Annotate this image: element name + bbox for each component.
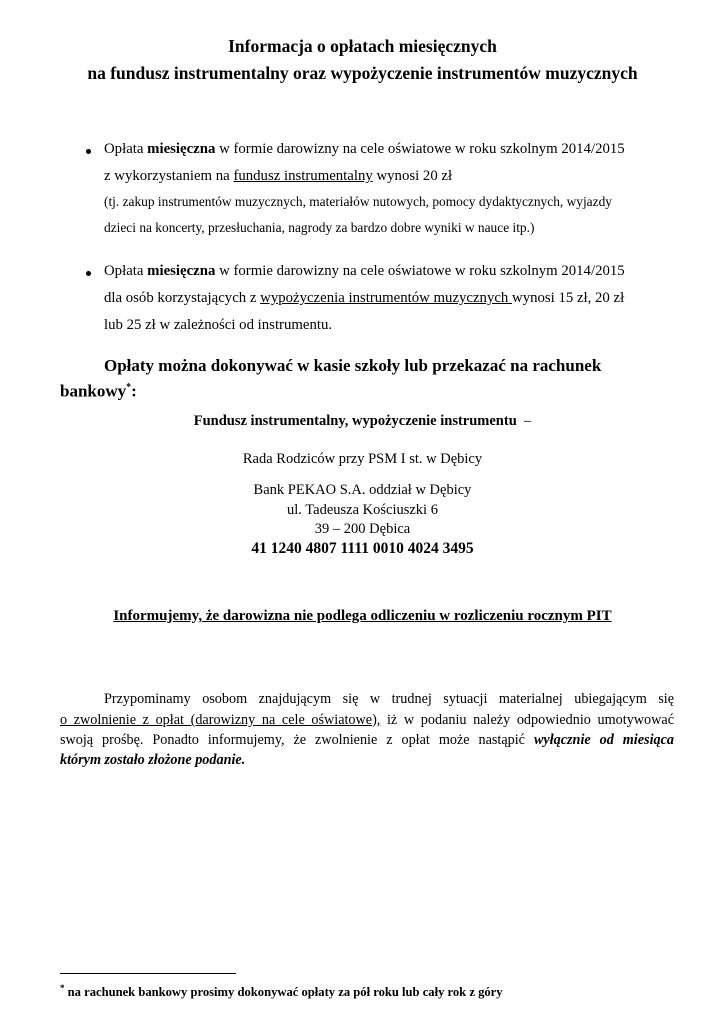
bullet-1-underlined: fundusz instrumentalny: [233, 168, 373, 184]
bullet-1-rest: w formie darowizny na cele oświatowe w roku szkolnym 2014/2015: [215, 141, 625, 157]
footnote-text: na rachunek bankowy prosimy dokonywać opłaty za pół roku lub cały rok z góry: [64, 985, 503, 1000]
pit-notice: Informujemy, że darowizna nie podlega odliczeniu w rozliczeniu rocznym PIT: [113, 608, 612, 624]
reminder-underlined: o zwolnienie z opłat (darowizny na cele oświatowe),: [60, 712, 381, 728]
page-title-line2: na fundusz instrumentalny oraz wypożyczenie instrumentów muzycznych: [87, 63, 638, 83]
payment-heading-star: *: [126, 382, 132, 393]
bullet-1-line2: [104, 166, 452, 186]
payment-heading-line2: [60, 377, 137, 403]
bullet-1-marker: [86, 149, 91, 154]
reminder-line1: Przypominamy osobom znajdującym się w trudnej sytuacji materialnej ubiegającym się: [104, 691, 674, 707]
payment-heading-bankowy: bankowy: [60, 381, 127, 401]
payment-heading-line1: Opłaty można dokonywać w kasie szkoły lub przekazać na rachunek: [104, 356, 602, 375]
payment-street: ul. Tadeusza Kościuszki 6: [287, 502, 438, 518]
bullet-1-note2: dzieci na koncerty, przesłuchania, nagrody za bardzo dobre wyniki w nauce itp.): [104, 220, 535, 235]
reminder-line4: [60, 750, 245, 770]
bullet-1-line1: [104, 139, 625, 159]
bullet-2-line2-prefix: dla osób korzystających z: [104, 290, 261, 306]
payment-heading-colon: :: [131, 381, 137, 401]
bullet-2-marker: [86, 271, 91, 276]
footnote: [60, 983, 503, 1000]
bullet-2-bold: miesięczna: [147, 263, 216, 279]
payment-account-number: 41 1240 4807 1111 0010 4024 3495: [251, 540, 474, 557]
reminder-line2-rest: iż w podaniu należy odpowiednio umotywować: [380, 712, 674, 728]
bullet-2-line2-suffix: wynosi 15 zł, 20 zł: [512, 290, 625, 306]
bullet-2-line1: [104, 261, 625, 281]
bullet-1-line2-prefix: z wykorzystaniem na: [104, 168, 234, 184]
payment-subheading: [0, 413, 725, 430]
bullet-1-bold: miesięczna: [147, 141, 216, 157]
reminder-line3-text: swoją prośbę. Ponadto informujemy, że zwolnienie z opłat może nastąpić: [60, 732, 534, 748]
reminder-line4-emphasis: którym zostało złożone podanie.: [60, 752, 246, 768]
bullet-2-prefix: Opłata: [104, 263, 148, 279]
bullet-1-line2-suffix: wynosi 20 zł: [372, 168, 453, 184]
footnote-star: *: [60, 983, 65, 993]
footnote-separator: [60, 973, 236, 974]
reminder-line3: [60, 730, 674, 750]
page-title-line1: Informacja o opłatach miesięcznych: [228, 36, 497, 56]
bullet-2-line3: lub 25 zł w zależności od instrumentu.: [104, 317, 333, 333]
bullet-2-rest: w formie darowizny na cele oświatowe w roku szkolnym 2014/2015: [215, 263, 625, 279]
reminder-line2: [60, 710, 674, 730]
bullet-1-prefix: Opłata: [104, 141, 148, 157]
reminder-line3-emphasis: wyłącznie od miesiąca: [533, 732, 674, 748]
bullet-2-line2: [104, 288, 624, 308]
payment-city: 39 – 200 Dębica: [314, 521, 411, 537]
bullet-2-underlined: wypożyczenia instrumentów muzycznych: [260, 290, 513, 306]
payment-subheading-dash: –: [524, 413, 532, 429]
bullet-1-note1: (tj. zakup instrumentów muzycznych, materiałów nutowych, pomocy dydaktycznych, wyjazdy: [104, 194, 612, 209]
payment-bank: Bank PEKAO S.A. oddział w Dębicy: [253, 482, 472, 498]
payment-subheading-text: Fundusz instrumentalny, wypożyczenie instrumentu: [193, 413, 517, 429]
payment-recipient: Rada Rodziców przy PSM I st. w Dębicy: [242, 451, 483, 467]
